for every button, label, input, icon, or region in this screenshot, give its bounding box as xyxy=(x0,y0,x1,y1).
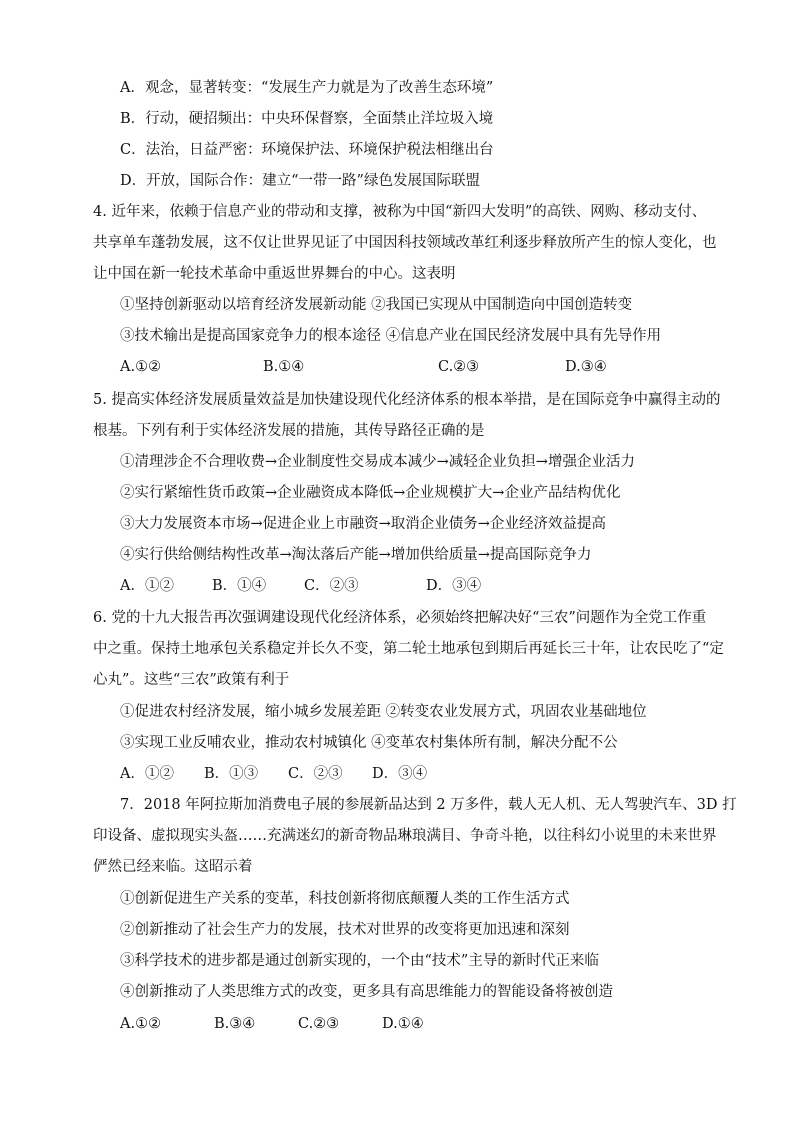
q5-statement-line: ①清理涉企不合理收费→企业制度性交易成本减少→减轻企业负担→增强企业活力 xyxy=(120,454,635,470)
q5-choice-b: B．①④ xyxy=(212,578,267,594)
q3-option-a: A．观念，显著转变：“发展生产力就是为了改善生态环境” xyxy=(120,80,494,96)
q5-statement-line: ④实行供给侧结构性改革→淘汰落后产能→增加供给质量→提高国际竞争力 xyxy=(120,547,592,563)
q6-stem-line: 6. 党的十九大报告再次强调建设现代化经济体系，必须始终把解决好“三农”问题作为全党工作重 xyxy=(93,610,707,626)
q3-option-c: C．法治，日益严密：环境保护法、环境保护税法相继出台 xyxy=(120,142,494,158)
q7-choice-a: A.①② xyxy=(120,1016,162,1032)
q7-choice-d: D.①④ xyxy=(382,1016,424,1032)
q6-statement-line: ③实现工业反哺农业，推动农村城镇化 ④变革农村集体所有制，解决分配不公 xyxy=(120,735,618,751)
q4-choice-b: B.①④ xyxy=(263,359,305,375)
q6-stem-line: 中之重。保持土地承包关系稳定并长久不变，第二轮土地承包到期后再延长三十年，让农民吃了“定 xyxy=(93,641,724,657)
q3-option-d: D．开放，国际合作：建立“一带一路”绿色发展国际联盟 xyxy=(120,173,480,189)
q5-choice-a: A．①② xyxy=(120,578,174,594)
q5-choice-d: D．③④ xyxy=(426,578,482,594)
q5-choice-c: C．②③ xyxy=(304,578,359,594)
q4-choice-c: C.②③ xyxy=(438,359,480,375)
q5-statement-line: ③大力发展资本市场→促进企业上市融资→取消企业债务→企业经济效益提高 xyxy=(120,516,606,532)
q5-statement-line: ②实行紧缩性货币政策→企业融资成本降低→企业规模扩大→企业产品结构优化 xyxy=(120,485,621,501)
q7-choice-b: B.③④ xyxy=(214,1016,256,1032)
q4-choice-a: A.①② xyxy=(120,359,162,375)
q3-option-b: B．行动，硬招频出：中央环保督察，全面禁止洋垃圾入境 xyxy=(120,111,494,127)
q4-statement-line: ①坚持创新驱动以培育经济发展新动能 ②我国已实现从中国制造向中国创造转变 xyxy=(120,297,633,313)
q4-statement-line: ③技术输出是提高国家竞争力的根本途径 ④信息产业在国民经济发展中具有先导作用 xyxy=(120,328,662,344)
q7-statement-line: ①创新促进生产关系的变革，科技创新将彻底颠覆人类的工作生活方式 xyxy=(120,891,570,907)
q6-choice-c: C．②③ xyxy=(288,766,343,782)
q6-choice-b: B．①③ xyxy=(204,766,259,782)
q5-stem-line: 5. 提高实体经济发展质量效益是加快建设现代化经济体系的根本举措，是在国际竞争中赢得主动的 xyxy=(93,392,721,408)
q7-stem-line: 俨然已经来临。这昭示着 xyxy=(93,859,253,875)
q6-statement-line: ①促进农村经济发展，缩小城乡发展差距 ②转变农业发展方式，巩固农业基础地位 xyxy=(120,704,647,720)
q6-choice-a: A．①② xyxy=(120,766,174,782)
q7-stem-line: 7．2018 年阿拉斯加消费电子展的参展新品达到 2 万多件，载人无人机、无人驾驶汽车、3D 打 xyxy=(120,797,737,813)
q7-statement-line: ②创新推动了社会生产力的发展，技术对世界的改变将更加迅速和深刻 xyxy=(120,922,570,938)
q4-stem-line: 让中国在新一轮技术革命中重返世界舞台的中心。这表明 xyxy=(93,266,456,282)
q7-choice-c: C.②③ xyxy=(298,1016,340,1032)
q6-choice-d: D．③④ xyxy=(372,766,428,782)
q6-stem-line: 心丸”。这些“三农”政策有利于 xyxy=(93,672,290,688)
q7-statement-line: ④创新推动了人类思维方式的改变，更多具有高思维能力的智能设备将被创造 xyxy=(120,984,613,1000)
q7-stem-line: 印设备、虚拟现实头盔……充满迷幻的新奇物品琳琅满目、争奇斗艳，以往科幻小说里的未来世界 xyxy=(93,828,717,844)
q7-statement-line: ③科学技术的进步都是通过创新实现的，一个由“技术”主导的新时代正来临 xyxy=(120,953,599,969)
q5-stem-line: 根基。下列有利于实体经济发展的措施，其传导路径正确的是 xyxy=(93,423,485,439)
q4-choice-d: D.③④ xyxy=(565,359,607,375)
q4-stem-line: 4. 近年来，依赖于信息产业的带动和支撑，被称为中国“新四大发明”的高铁、网购、移动支付、 xyxy=(93,204,707,220)
q4-stem-line: 共享单车蓬勃发展，这不仅让世界见证了中国因科技领域改革红利逐步释放所产生的惊人变化，也 xyxy=(93,235,717,251)
